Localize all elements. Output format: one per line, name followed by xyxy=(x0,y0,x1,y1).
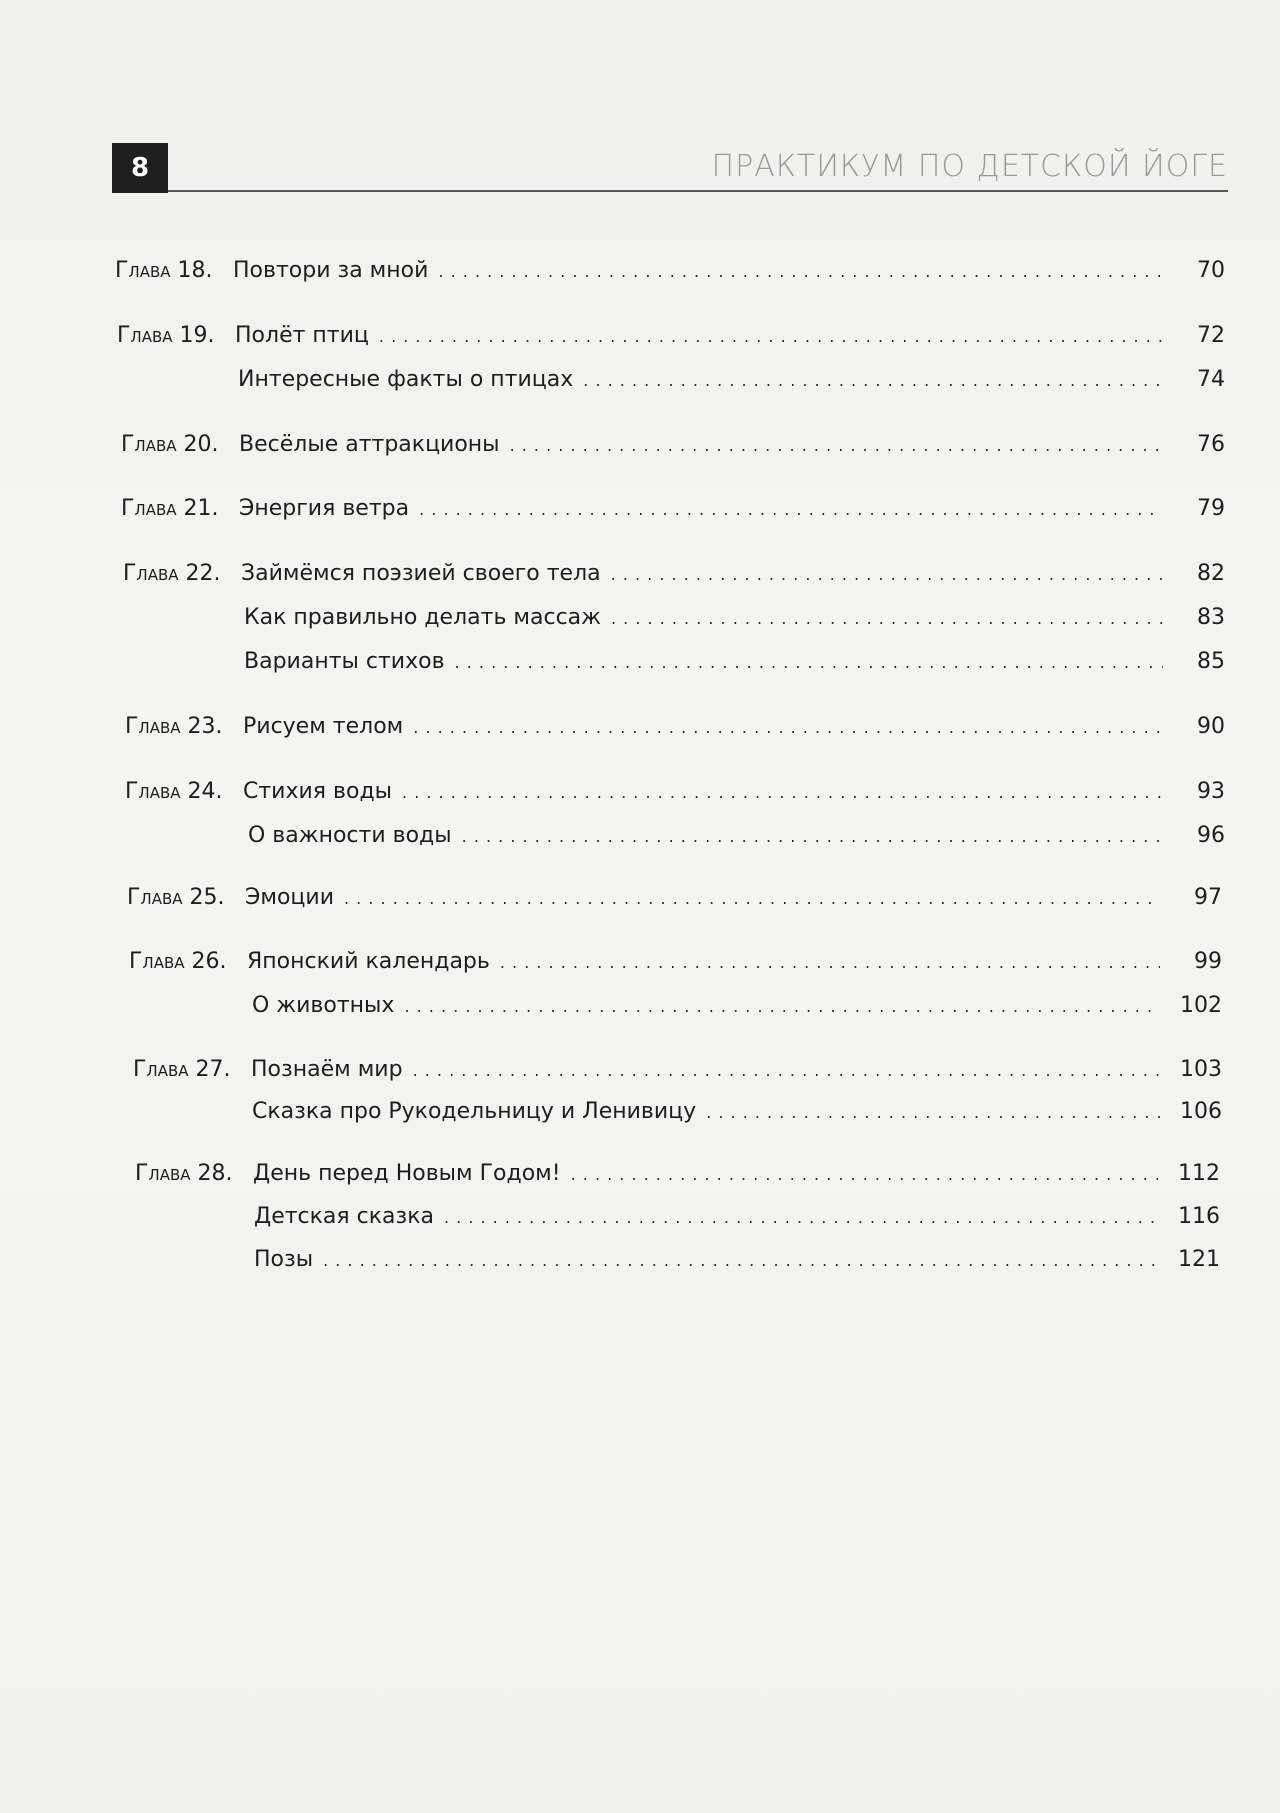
entry-page-number: 112 xyxy=(1178,1161,1220,1186)
chapter-number: 23. xyxy=(180,714,223,739)
chapter-word: Глава xyxy=(125,779,181,804)
entry-title: Варианты стихов xyxy=(244,649,445,674)
chapter-number: 24. xyxy=(180,779,223,804)
chapter-number: 22. xyxy=(178,561,221,586)
header-rule xyxy=(168,190,1228,192)
toc-chapter-entry xyxy=(127,885,1222,919)
entry-page-number: 74 xyxy=(1197,367,1225,392)
chapter-label xyxy=(121,432,239,457)
toc-chapter-entry xyxy=(129,949,1222,983)
chapter-number: 18. xyxy=(170,258,213,283)
entry-page-number: 97 xyxy=(1194,885,1222,910)
dot-leader xyxy=(455,653,1163,672)
chapter-label xyxy=(135,1161,253,1186)
entry-title: Эмоции xyxy=(245,885,334,910)
entry-title: Детская сказка xyxy=(254,1204,434,1229)
chapter-number: 27. xyxy=(188,1057,231,1082)
toc-section-entry xyxy=(248,823,1225,857)
chapter-number: 20. xyxy=(176,432,219,457)
chapter-word: Глава xyxy=(123,561,179,586)
dot-leader xyxy=(379,327,1163,346)
entry-title: Интересные факты о птицах xyxy=(238,367,574,392)
chapter-word: Глава xyxy=(133,1057,189,1082)
dot-leader xyxy=(706,1103,1160,1122)
dot-leader xyxy=(571,1165,1158,1184)
page-number-box: 8 xyxy=(112,143,168,193)
entry-title: Займёмся поэзией своего тела xyxy=(241,561,601,586)
entry-page-number: 90 xyxy=(1197,714,1225,739)
entry-page-number: 106 xyxy=(1180,1099,1222,1124)
entry-page-number: 70 xyxy=(1197,258,1225,283)
chapter-word: Глава xyxy=(117,323,173,348)
entry-title: Повтори за мной xyxy=(233,258,429,283)
toc-chapter-entry xyxy=(121,432,1225,466)
chapter-label xyxy=(127,885,245,910)
toc-section-entry xyxy=(254,1247,1220,1281)
toc-chapter-entry xyxy=(121,496,1225,530)
dot-leader xyxy=(344,889,1160,908)
chapter-word: Глава xyxy=(129,949,185,974)
dot-leader xyxy=(323,1251,1158,1270)
entry-page-number: 99 xyxy=(1194,949,1222,974)
entry-title: О животных xyxy=(252,993,395,1018)
entry-page-number: 85 xyxy=(1197,649,1225,674)
page-header xyxy=(112,143,1228,193)
dot-leader xyxy=(611,565,1163,584)
entry-title: Энергия ветра xyxy=(239,496,410,521)
entry-title: Полёт птиц xyxy=(235,323,369,348)
chapter-number: 19. xyxy=(172,323,215,348)
toc-chapter-entry xyxy=(125,714,1225,748)
toc-section-entry xyxy=(252,1099,1222,1133)
entry-title: Познаём мир xyxy=(251,1057,403,1082)
chapter-label xyxy=(133,1057,251,1082)
chapter-number: 21. xyxy=(176,496,219,521)
entry-title: О важности воды xyxy=(248,823,452,848)
toc-section-entry xyxy=(238,367,1225,401)
dot-leader xyxy=(611,609,1163,628)
chapter-label xyxy=(123,561,241,586)
dot-leader xyxy=(500,953,1160,972)
chapter-label xyxy=(129,949,247,974)
entry-page-number: 102 xyxy=(1180,993,1222,1018)
toc-chapter-entry xyxy=(133,1057,1222,1091)
toc-section-entry xyxy=(244,649,1225,683)
entry-page-number: 93 xyxy=(1197,779,1225,804)
dot-leader xyxy=(510,436,1163,455)
chapter-number: 28. xyxy=(190,1161,233,1186)
chapter-word: Глава xyxy=(121,496,177,521)
dot-leader xyxy=(438,262,1163,281)
entry-page-number: 103 xyxy=(1180,1057,1222,1082)
chapter-label xyxy=(117,323,235,348)
entry-title: Как правильно делать массаж xyxy=(244,605,601,630)
toc-chapter-entry xyxy=(117,323,1225,357)
toc-section-entry xyxy=(254,1204,1220,1238)
chapter-label xyxy=(115,258,233,283)
chapter-word: Глава xyxy=(125,714,181,739)
dot-leader xyxy=(413,718,1163,737)
entry-page-number: 121 xyxy=(1178,1247,1220,1272)
dot-leader xyxy=(444,1208,1158,1227)
toc-chapter-entry xyxy=(115,258,1225,292)
running-title: ПРАКТИКУМ ПО ДЕТСКОЙ ЙОГЕ xyxy=(711,149,1228,184)
entry-page-number: 83 xyxy=(1197,605,1225,630)
entry-title: Стихия воды xyxy=(243,779,393,804)
chapter-number: 26. xyxy=(184,949,227,974)
entry-title: Позы xyxy=(254,1247,314,1272)
toc-section-entry xyxy=(244,605,1225,639)
chapter-label xyxy=(125,714,243,739)
toc-section-entry xyxy=(252,993,1222,1027)
chapter-label xyxy=(121,496,239,521)
dot-leader xyxy=(583,371,1163,390)
entry-title: Рисуем телом xyxy=(243,714,404,739)
entry-title: Сказка про Рукодельницу и Ленивицу xyxy=(252,1099,697,1124)
chapter-number: 25. xyxy=(182,885,225,910)
entry-page-number: 82 xyxy=(1197,561,1225,586)
dot-leader xyxy=(462,827,1163,846)
dot-leader xyxy=(402,783,1163,802)
toc-chapter-entry xyxy=(125,779,1225,813)
chapter-label xyxy=(125,779,243,804)
dot-leader xyxy=(413,1061,1160,1080)
toc-chapter-entry xyxy=(135,1161,1220,1195)
chapter-word: Глава xyxy=(121,432,177,457)
entry-page-number: 76 xyxy=(1197,432,1225,457)
entry-title: Японский календарь xyxy=(247,949,490,974)
entry-page-number: 116 xyxy=(1178,1204,1220,1229)
toc-chapter-entry xyxy=(123,561,1225,595)
entry-title: День перед Новым Годом! xyxy=(253,1161,561,1186)
entry-page-number: 72 xyxy=(1197,323,1225,348)
chapter-word: Глава xyxy=(127,885,183,910)
dot-leader xyxy=(419,500,1163,519)
entry-page-number: 96 xyxy=(1197,823,1225,848)
chapter-word: Глава xyxy=(135,1161,191,1186)
chapter-word: Глава xyxy=(115,258,171,283)
entry-page-number: 79 xyxy=(1197,496,1225,521)
dot-leader xyxy=(404,997,1160,1016)
entry-title: Весёлые аттракционы xyxy=(239,432,500,457)
